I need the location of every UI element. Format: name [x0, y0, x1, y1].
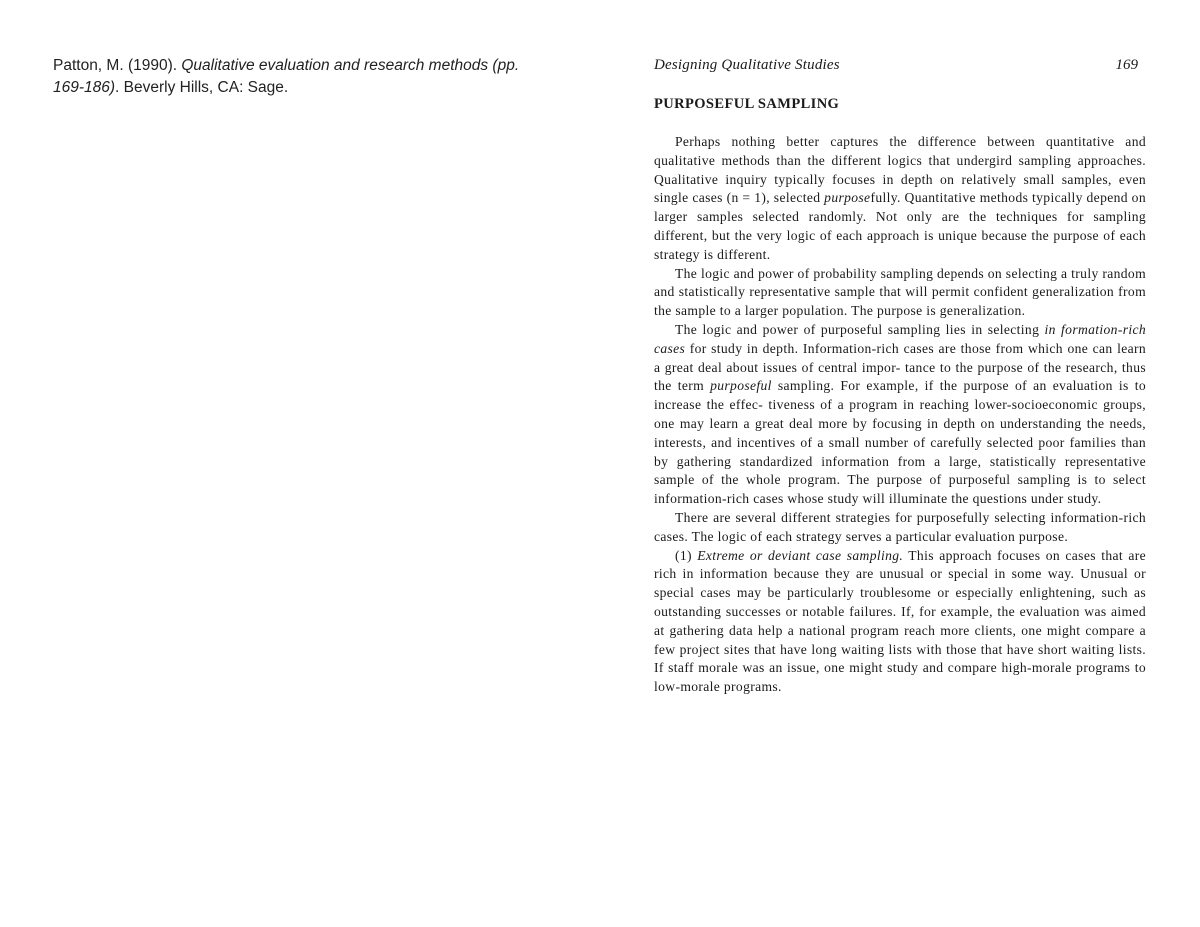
citation-author-year: Patton, M. (1990).	[53, 57, 182, 74]
running-head	[654, 55, 1146, 75]
italic-text: in formation-rich cases	[654, 321, 1146, 356]
citation	[53, 55, 553, 99]
paragraph	[654, 547, 1146, 697]
text-segment: This approach focuses on cases that are rich in information because they are unusual or special in some way. Unusual or special cases may be particularly troublesome or especially enlightening, such as outstanding successes or notable failures. If, for example, the evaluation was aimed at gathering data help a national program reach more clients, one might compare a few project sites that have long waiting lists with those that have short waiting lists. If staff morale was an issue, one might study and compare high-morale programs to low-morale programs.	[654, 547, 1146, 695]
section-heading: PURPOSEFUL SAMPLING	[654, 96, 840, 112]
paragraph	[654, 265, 1146, 321]
citation-publisher: . Beverly Hills, CA: Sage.	[115, 79, 289, 96]
running-title: Designing Qualitative Studies	[654, 57, 840, 73]
text-segment: fully. Quantitative methods typically depend on larger samples selected randomly. Not only are the techniques for sampling different, but the very logic of each approach is unique because the purpose of each strategy is different.	[654, 190, 1146, 262]
text-segment: There are several different strategies for purposefully selecting information-rich cases. The logic of each strategy serves a particular evaluation purpose.	[654, 509, 1146, 544]
page-number: 169	[1115, 57, 1138, 73]
text-segment: for study in depth. Information-rich cases are those from which one can learn a great deal about issues of central impor- tance to the purpose of the research, thus the term	[654, 340, 1146, 394]
book-page	[654, 55, 1146, 697]
text-segment: Perhaps nothing better captures the difference between quantitative and qualitative methods than the different logics that undergird sampling approaches. Qualitative inquiry typically focuses in depth on relatively small samples, even single cases (n = 1), selected	[654, 134, 1146, 206]
body-text	[654, 133, 1146, 697]
paragraph	[654, 509, 1146, 547]
italic-text: purpose	[824, 190, 871, 206]
text-segment: sampling. For example, if the purpose of an evaluation is to increase the effec- tiveness of a program in reaching lower-socioeconomic groups, one may learn a great deal more by focusing in depth on understanding the needs, interests, and incentives of a small number of carefully selected poor families than by gathering standardized information from a large, statistically representative sample of the whole program. The purpose of purposeful sampling is to select information-rich cases whose study will illuminate the questions under study.	[654, 378, 1146, 507]
citation-title: Qualitative evaluation and research methods (pp. 169-186)	[53, 57, 520, 96]
text-segment: The logic and power of purposeful sampling lies in selecting	[675, 321, 1045, 337]
text-segment: The logic and power of probability sampling depends on selecting a truly random and statistically representative sample that will permit confident generalization from the sample to a larger population. The purpose is generalization.	[654, 265, 1146, 319]
paragraph	[654, 133, 1146, 265]
paragraph	[654, 321, 1146, 509]
italic-text: purposeful	[710, 378, 772, 394]
italic-text: Extreme or deviant case sampling.	[697, 547, 904, 563]
text-segment: (1)	[675, 547, 698, 563]
